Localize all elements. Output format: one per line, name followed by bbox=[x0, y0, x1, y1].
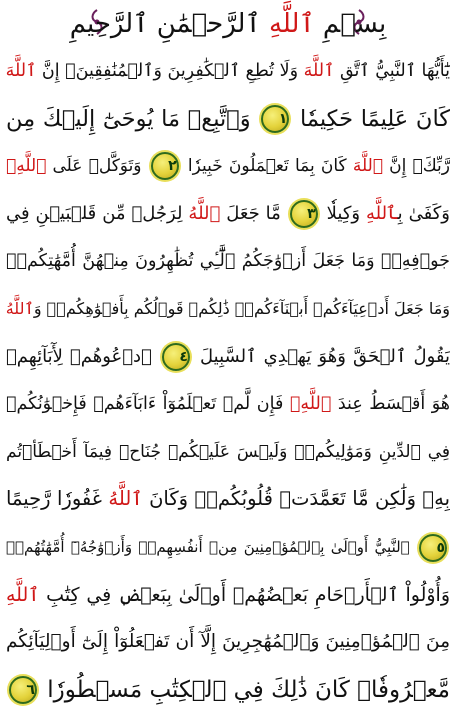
ayah-number-marker: ٢ bbox=[151, 152, 179, 180]
verse-text: جَوۡفِهِۦۚ وَمَا جَعَلَ أَزۡوَٰجَكُمُ ٱلَّٰٓـِٔي تُظَٰهِرُونَ مِنۡهُنَّ أُمَّهَٰتِكُمۡۚ bbox=[6, 251, 450, 272]
verse-text: يَٰٓأَيُّهَا ٱلنَّبِيُّ ٱتَّقِ bbox=[334, 61, 450, 81]
divine-name: ٱللَّهَ bbox=[303, 61, 335, 81]
verse-line bbox=[6, 667, 450, 713]
basmala-text-pre: بِسۡمِ bbox=[314, 9, 387, 39]
verse-text: وَلَا تُطِعِ ٱلۡكَٰفِرِينَ وَٱلۡمُنَٰفِقِينَۚ إِنَّ bbox=[36, 61, 304, 81]
verse-text: مَّعۡرُوفٗاۚ كَانَ ذَٰلِكَ فِي ٱلۡكِتَٰبِ مَسۡطُورٗا bbox=[39, 676, 450, 703]
divine-name: ٱللَّهِۚ bbox=[289, 394, 332, 415]
verse-text: بِهِۦ وَلَٰكِن مَّا تَعَمَّدَتۡ قُلُوبُكُمۡۚ وَكَانَ bbox=[142, 487, 450, 511]
verse-line bbox=[6, 238, 450, 284]
verse-text: فِي ٱلدِّينِ وَمَوَٰلِيكُمۡۚ وَلَيۡسَ عَلَيۡكُمۡ جُنَاحٞ فِيمَآ أَخۡطَأۡتُم bbox=[6, 441, 450, 462]
verse-text: ٱدۡعُوهُمۡ لِأٓبَآئِهِمۡ bbox=[6, 345, 159, 367]
verse-line bbox=[6, 286, 450, 332]
ayah-number-marker: ١ bbox=[261, 105, 289, 133]
basmala-text-post: ٱلرَّحۡمَٰنِ ٱلرَّحِيمِ bbox=[69, 9, 269, 39]
verse-text: لِرَجُلٖ مِّن قَلۡبَيۡنِ فِي bbox=[6, 202, 189, 224]
verse-text: غَفُورٗا رَّحِيمًا bbox=[6, 487, 109, 511]
divine-name: ٱللَّهِ bbox=[366, 202, 398, 224]
verse-text: رَّبِّكَۚ إِنَّ bbox=[382, 156, 450, 177]
verse-line bbox=[6, 96, 450, 142]
verse-text: يَقُولُ ٱلۡحَقَّ وَهُوَ يَهۡدِي ٱلسَّبِيلَ bbox=[192, 345, 450, 367]
ayah-number-marker: ٣ bbox=[290, 200, 318, 228]
verse-text: وَٱتَّبِعۡ مَا يُوحَىٰٓ إِلَيۡكَ مِن bbox=[6, 105, 259, 132]
verse-text: كَانَ بِمَا تَعۡمَلُونَ خَبِيرٗا bbox=[181, 156, 353, 177]
verse-text: كَانَ عَلِيمًا حَكِيمٗا bbox=[292, 105, 450, 132]
verse-text: ٱلنَّبِيُّ أَوۡلَىٰ بِٱلۡمُؤۡمِنِينَ مِنۡ أَنفُسِهِمۡۖ وَأَزۡوَٰجُهُۥٓ أُمَّهَٰتُهُمۡۗ bbox=[6, 538, 416, 556]
verse-line bbox=[6, 572, 450, 618]
divine-name: ٱللَّهَ bbox=[352, 156, 383, 177]
verse-text: وَكِيلٗا bbox=[320, 202, 367, 224]
verse-line bbox=[6, 524, 450, 570]
divine-name: ٱللَّهُ bbox=[188, 202, 221, 224]
divine-name: ٱللَّهُ bbox=[6, 299, 34, 318]
divine-name: ٱللَّهِۚ bbox=[6, 156, 47, 177]
verse-lines bbox=[6, 48, 450, 718]
verse-text: هُوَ أَقۡسَطُ عِندَ bbox=[331, 394, 450, 415]
ayah-number-marker: ٤ bbox=[162, 343, 190, 371]
basmala-divine-name: ٱللَّهِ bbox=[268, 9, 315, 39]
verse-line bbox=[6, 48, 450, 94]
verse-text: فَإِن لَّمۡ تَعۡلَمُوٓاْ ءَابَآءَهُمۡ فَإِخۡوَٰنُكُمۡ bbox=[6, 394, 290, 415]
verse-text: مِنَ ٱلۡمُؤۡمِنِينَ وَٱلۡمُهَٰجِرِينَ إِلَّآ أَن تَفۡعَلُوٓاْ إِلَىٰٓ أَوۡلِيَآئِكُم bbox=[6, 631, 450, 653]
ayah-number-marker: ٥ bbox=[419, 534, 447, 562]
verse-line bbox=[6, 381, 450, 427]
verse-text: وَتَوَكَّلۡ عَلَى bbox=[46, 156, 148, 177]
divine-name: ٱللَّهَ bbox=[6, 61, 37, 81]
divine-name: ٱللَّهُ bbox=[108, 487, 143, 511]
verse-text: وَأُوْلُواْ ٱلۡأَرۡحَامِ بَعۡضُهُمۡ أَوۡلَىٰ بِبَعۡضٖ فِي كِتَٰبِ bbox=[39, 583, 450, 606]
verse-line bbox=[6, 334, 450, 380]
verse-line bbox=[6, 191, 450, 237]
verse-text: وَكَفَىٰ بِ bbox=[397, 202, 450, 224]
verse-text: وَمَا جَعَلَ أَدۡعِيَآءَكُمۡ أَبۡنَآءَكُمۡۚ ذَٰلِكُمۡ قَوۡلُكُم بِأَفۡوَٰهِكُمۡۖ وَ bbox=[33, 299, 450, 318]
ayah-number-marker: ٦ bbox=[9, 676, 37, 704]
verse-line bbox=[6, 476, 450, 522]
verse-line bbox=[6, 619, 450, 665]
divine-name: ٱللَّهِ bbox=[6, 583, 40, 606]
verse-line bbox=[6, 143, 450, 189]
verse-line bbox=[6, 429, 450, 475]
verse-text: مَّا جَعَلَ bbox=[220, 202, 287, 224]
basmala bbox=[0, 4, 456, 44]
